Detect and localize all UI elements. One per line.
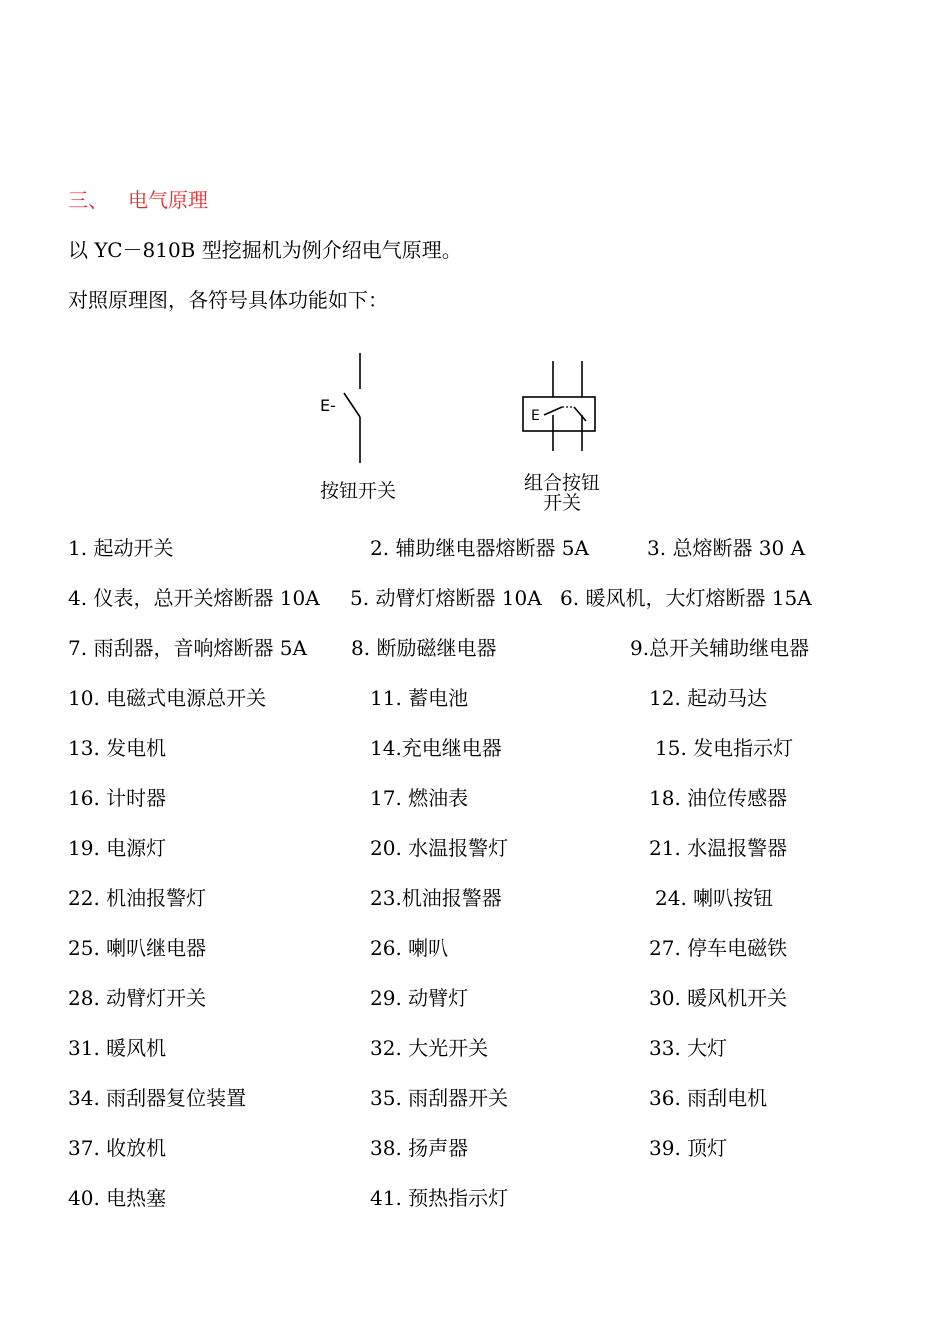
list-item: 33. 大灯 — [649, 1036, 728, 1060]
list-row — [0, 786, 950, 810]
list-item: 34. 雨刮器复位装置 — [68, 1086, 247, 1110]
list-item: 4. 仪表，总开关熔断器 10A — [68, 586, 320, 610]
list-item: 10. 电磁式电源总开关 — [68, 686, 267, 710]
list-item: 2. 辅助继电器熔断器 5A — [370, 536, 589, 560]
list-row — [0, 686, 950, 710]
list-row — [0, 986, 950, 1010]
list-row — [0, 636, 950, 660]
push-button-label: 按钮开关 — [320, 480, 397, 502]
list-item: 11. 蓄电池 — [370, 686, 469, 710]
list-row — [0, 1186, 950, 1210]
list-item: 14.充电继电器 — [370, 736, 502, 760]
section-title: 电气原理 — [128, 188, 208, 212]
push-button-letter: E- — [320, 396, 336, 415]
list-item: 36. 雨刮电机 — [649, 1086, 768, 1110]
list-row — [0, 1086, 950, 1110]
list-item: 18. 油位传感器 — [649, 786, 788, 810]
list-item: 22. 机油报警灯 — [68, 886, 207, 910]
list-row — [0, 536, 950, 560]
list-item: 8. 断励磁继电器 — [351, 636, 497, 660]
combo-button-label-2: 开关 — [543, 492, 582, 514]
list-item: 37. 收放机 — [68, 1136, 167, 1160]
list-item: 38. 扬声器 — [370, 1136, 469, 1160]
list-row — [0, 736, 950, 760]
list-item: 32. 大光开关 — [370, 1036, 489, 1060]
list-item: 17. 燃油表 — [370, 786, 469, 810]
list-item: 28. 动臂灯开关 — [68, 986, 207, 1010]
list-item: 25. 喇叭继电器 — [68, 936, 207, 960]
list-item: 1. 起动开关 — [68, 536, 174, 560]
list-item: 21. 水温报警器 — [649, 836, 788, 860]
list-item: 30. 暖风机开关 — [649, 986, 788, 1010]
list-item: 27. 停车电磁铁 — [649, 936, 788, 960]
symbol-legend — [300, 345, 640, 520]
section-heading — [68, 188, 208, 212]
list-item: 23.机油报警器 — [370, 886, 502, 910]
combo-button-switch-symbol — [523, 361, 595, 451]
list-row — [0, 936, 950, 960]
list-item: 19. 电源灯 — [68, 836, 167, 860]
section-number: 三、 — [68, 188, 108, 212]
list-item: 20. 水温报警灯 — [370, 836, 509, 860]
list-item: 9.总开关辅助继电器 — [630, 636, 810, 660]
list-item: 26. 喇叭 — [370, 936, 449, 960]
list-item: 40. 电热塞 — [68, 1186, 167, 1210]
list-item: 29. 动臂灯 — [370, 986, 469, 1010]
list-row — [0, 1036, 950, 1060]
list-item: 24. 喇叭按钮 — [655, 886, 774, 910]
list-item: 39. 顶灯 — [649, 1136, 728, 1160]
list-item: 5. 动臂灯熔断器 10A — [350, 586, 542, 610]
intro-paragraph: 以 YC－810B 型挖掘机为例介绍电气原理。 — [68, 238, 462, 262]
list-item: 12. 起动马达 — [649, 686, 768, 710]
list-row — [0, 836, 950, 860]
list-row — [0, 586, 950, 610]
push-button-switch-symbol — [344, 353, 360, 463]
combo-button-label-1: 组合按钮 — [524, 472, 601, 494]
intro-paragraph-2: 对照原理图，各符号具体功能如下： — [68, 288, 388, 312]
combo-button-letter: E — [531, 408, 540, 424]
list-item: 35. 雨刮器开关 — [370, 1086, 509, 1110]
list-item: 31. 暖风机 — [68, 1036, 167, 1060]
list-item: 15. 发电指示灯 — [655, 736, 794, 760]
list-item: 6. 暖风机，大灯熔断器 15A — [560, 586, 812, 610]
list-row — [0, 1136, 950, 1160]
list-item: 41. 预热指示灯 — [370, 1186, 509, 1210]
list-item: 7. 雨刮器，音响熔断器 5A — [68, 636, 307, 660]
list-item: 13. 发电机 — [68, 736, 167, 760]
list-row — [0, 886, 950, 910]
list-item: 3. 总熔断器 30 A — [647, 536, 806, 560]
list-item: 16. 计时器 — [68, 786, 167, 810]
